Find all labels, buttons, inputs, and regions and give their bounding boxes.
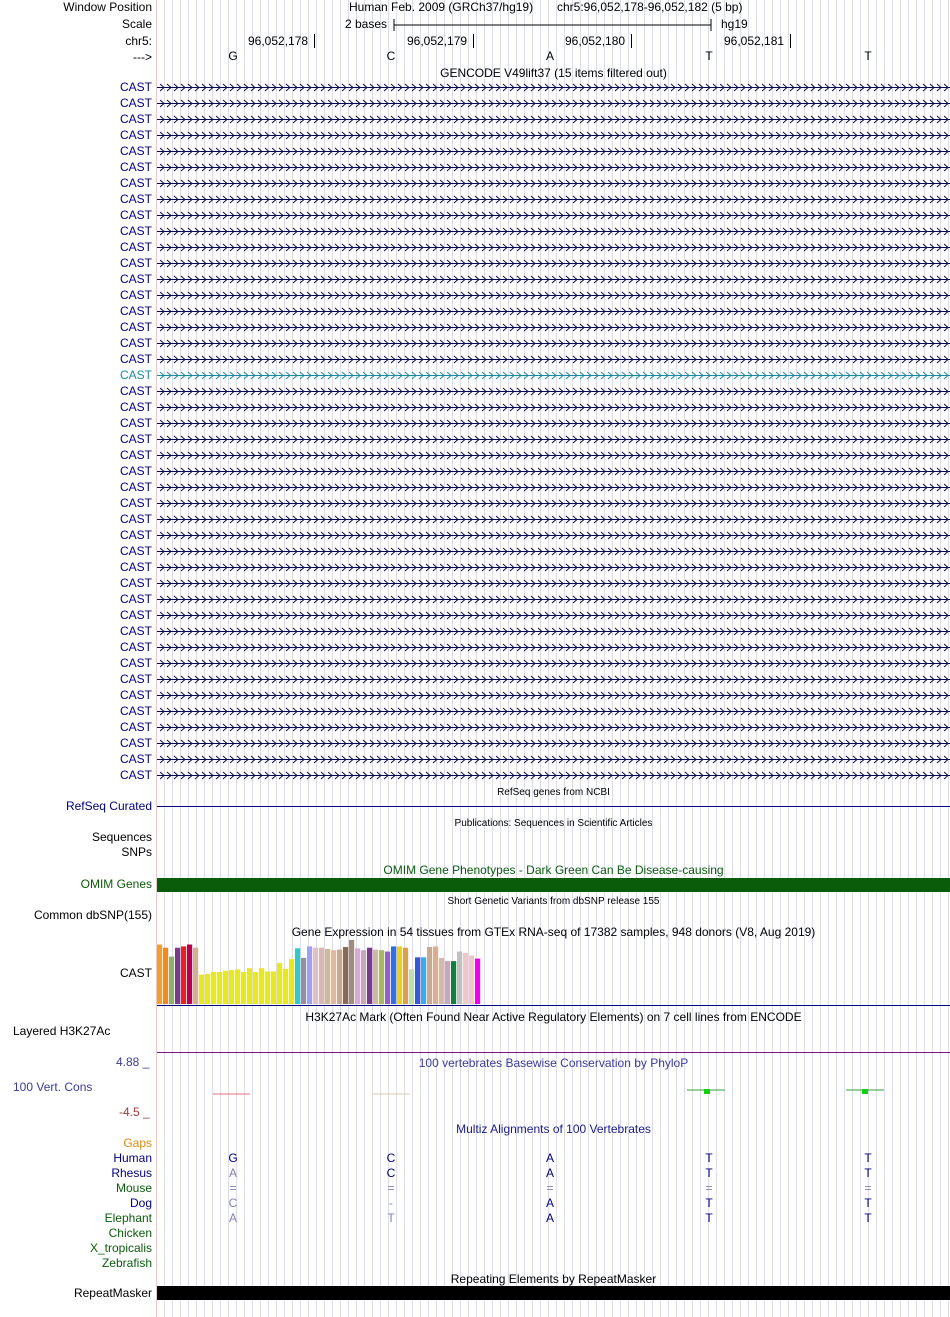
- gtex-tissue-bar[interactable]: [295, 948, 300, 1004]
- gencode-item-label[interactable]: CAST: [119, 672, 152, 686]
- coord-label: 96,052,180: [565, 34, 626, 48]
- gencode-item-label[interactable]: CAST: [119, 224, 152, 238]
- gtex-tissue-bar[interactable]: [463, 953, 468, 1004]
- gtex-tissue-bar[interactable]: [409, 969, 414, 1004]
- pubs-label-sequences[interactable]: Sequences: [91, 830, 152, 844]
- multiz-gaps-label[interactable]: Gaps: [123, 1136, 152, 1150]
- gencode-transcript[interactable]: [157, 736, 950, 751]
- gtex-tissue-bar[interactable]: [343, 947, 348, 1004]
- multiz-base: A: [545, 1166, 554, 1180]
- coord-tick: [314, 34, 315, 48]
- gtex-tissue-bar[interactable]: [415, 957, 420, 1004]
- gencode-item-label[interactable]: CAST: [119, 704, 152, 718]
- pubs-track-title[interactable]: Publications: Sequences in Scientific Articles: [454, 818, 653, 829]
- gencode-item-label[interactable]: CAST: [119, 768, 152, 782]
- cons-track-label[interactable]: 100 Vert. Cons: [13, 1080, 93, 1094]
- gencode-item-label[interactable]: CAST: [119, 624, 152, 638]
- position-readout: chr5:96,052,178-96,052,182 (5 bp): [557, 0, 743, 14]
- gencode-transcript[interactable]: [157, 240, 950, 255]
- gtex-tissue-bar[interactable]: [307, 946, 312, 1004]
- gencode-transcript[interactable]: [157, 512, 950, 527]
- gencode-item-label[interactable]: CAST: [119, 304, 152, 318]
- gtex-baseline: [157, 1005, 950, 1006]
- dbsnp-track-title[interactable]: Short Genetic Variants from dbSNP release 155: [447, 896, 660, 907]
- assembly-title: Human Feb. 2009 (GRCh37/hg19): [349, 0, 534, 14]
- gencode-transcript[interactable]: [157, 256, 950, 271]
- gtex-tissue-bar[interactable]: [283, 969, 288, 1004]
- gtex-tissue-bar[interactable]: [433, 946, 438, 1004]
- multiz-base: =: [229, 1181, 237, 1195]
- gencode-item-label[interactable]: CAST: [119, 288, 152, 302]
- gencode-item-label[interactable]: CAST: [119, 272, 152, 286]
- strand-label: --->: [133, 50, 152, 64]
- gtex-tissue-bar[interactable]: [169, 957, 174, 1004]
- gtex-tissue-bar[interactable]: [163, 948, 168, 1004]
- gtex-tissue-bar[interactable]: [229, 970, 234, 1004]
- gencode-item-label[interactable]: CAST: [119, 144, 152, 158]
- gencode-transcript[interactable]: [157, 128, 950, 143]
- gencode-item-label[interactable]: CAST: [119, 736, 152, 750]
- multiz-base: =: [546, 1181, 554, 1195]
- multiz-base: T: [864, 1196, 872, 1210]
- gtex-tissue-bar[interactable]: [319, 948, 324, 1004]
- gencode-transcript[interactable]: [157, 144, 950, 159]
- h3k27ac-track-label[interactable]: Layered H3K27Ac: [13, 1024, 111, 1038]
- multiz-base: =: [705, 1181, 713, 1195]
- cons-plot[interactable]: [157, 1084, 950, 1100]
- gencode-item-label[interactable]: CAST: [119, 448, 152, 462]
- multiz-base: A: [545, 1196, 554, 1210]
- multiz-species-label[interactable]: Rhesus: [111, 1166, 152, 1180]
- gencode-transcript[interactable]: [157, 432, 950, 447]
- gencode-transcript[interactable]: [157, 192, 950, 207]
- refseq-track-label[interactable]: RefSeq Curated: [65, 799, 152, 813]
- gencode-item-label[interactable]: CAST: [119, 688, 152, 702]
- gtex-tissue-bar[interactable]: [457, 952, 462, 1005]
- gencode-transcript[interactable]: [157, 272, 950, 287]
- gencode-transcript[interactable]: [157, 480, 950, 495]
- cons-ymin-label: -4.5 _: [119, 1105, 150, 1119]
- gtex-tissue-bar[interactable]: [451, 961, 456, 1004]
- gencode-transcript[interactable]: [157, 304, 950, 319]
- gencode-transcript[interactable]: [157, 208, 950, 223]
- gencode-item-label[interactable]: CAST: [119, 400, 152, 414]
- gtex-tissue-bar[interactable]: [247, 968, 252, 1004]
- gencode-transcript[interactable]: [157, 672, 950, 687]
- gencode-transcript[interactable]: [157, 320, 950, 335]
- multiz-base: C: [386, 1166, 396, 1180]
- scale-text: 2 bases: [345, 17, 388, 31]
- gtex-tissue-bar[interactable]: [205, 974, 210, 1004]
- gtex-tissue-bar[interactable]: [253, 972, 258, 1004]
- omim-track-label[interactable]: OMIM Genes: [80, 877, 152, 891]
- gencode-item-label[interactable]: CAST: [119, 576, 152, 590]
- gtex-tissue-bar[interactable]: [187, 945, 192, 1005]
- dbsnp-track-label[interactable]: Common dbSNP(155): [33, 908, 152, 922]
- reference-base: A: [545, 49, 554, 63]
- gtex-tissue-bar[interactable]: [331, 950, 336, 1004]
- gencode-transcript[interactable]: [157, 368, 950, 383]
- multiz-base: A: [545, 1211, 554, 1225]
- gtex-tissue-bar[interactable]: [259, 968, 264, 1004]
- gencode-item-label[interactable]: CAST: [119, 608, 152, 622]
- gencode-item-label[interactable]: CAST: [119, 80, 152, 94]
- multiz-base: T: [705, 1211, 713, 1225]
- multiz-base: T: [864, 1166, 872, 1180]
- gencode-item-label[interactable]: CAST: [119, 256, 152, 270]
- window-position-label: Window Position: [63, 0, 152, 14]
- multiz-base: T: [864, 1151, 872, 1165]
- multiz-species-label[interactable]: Elephant: [104, 1211, 152, 1225]
- gtex-tissue-bar[interactable]: [355, 948, 360, 1004]
- gtex-tissue-bar[interactable]: [469, 955, 474, 1004]
- gencode-transcript[interactable]: [157, 768, 950, 783]
- gtex-tissue-bar[interactable]: [373, 950, 378, 1004]
- gencode-transcript[interactable]: [157, 464, 950, 479]
- gencode-transcript[interactable]: [157, 448, 950, 463]
- db-label: hg19: [721, 17, 748, 31]
- gencode-item-label[interactable]: CAST: [119, 336, 152, 350]
- gtex-tissue-bar[interactable]: [217, 972, 222, 1004]
- gtex-tissue-bar[interactable]: [211, 972, 216, 1004]
- reference-base: T: [864, 49, 872, 63]
- gencode-transcript[interactable]: [157, 400, 950, 415]
- gtex-tissue-bar[interactable]: [277, 963, 282, 1004]
- gtex-tissue-bar[interactable]: [337, 950, 342, 1004]
- gencode-transcript[interactable]: [157, 496, 950, 511]
- gencode-transcript[interactable]: [157, 560, 950, 575]
- gtex-tissue-bar[interactable]: [181, 946, 186, 1004]
- coord-tick: [631, 34, 632, 48]
- gencode-item-label[interactable]: CAST: [119, 720, 152, 734]
- gtex-tissue-bar[interactable]: [289, 959, 294, 1004]
- multiz-base: C: [228, 1196, 238, 1210]
- gtex-bar-chart[interactable]: [155, 938, 555, 1004]
- gtex-tissue-bar[interactable]: [439, 958, 444, 1004]
- multiz-base: A: [228, 1211, 237, 1225]
- gencode-transcript[interactable]: [157, 80, 950, 95]
- gtex-tissue-bar[interactable]: [301, 958, 306, 1004]
- gencode-item-label[interactable]: CAST: [119, 112, 152, 126]
- gtex-tissue-bar[interactable]: [403, 948, 408, 1004]
- multiz-species-label[interactable]: Zebrafish: [101, 1256, 152, 1270]
- gencode-transcript[interactable]: [157, 608, 950, 623]
- refseq-gene-line[interactable]: [157, 806, 950, 807]
- gencode-transcript[interactable]: [157, 592, 950, 607]
- gtex-tissue-bar[interactable]: [271, 971, 276, 1004]
- cons-track-title[interactable]: 100 vertebrates Basewise Conservation by PhyloP: [418, 1056, 689, 1070]
- gencode-transcript[interactable]: [157, 656, 950, 671]
- gencode-item-label[interactable]: CAST: [119, 160, 152, 174]
- gencode-item-label[interactable]: CAST: [119, 128, 152, 142]
- coord-label: 96,052,181: [724, 34, 785, 48]
- gencode-item-label[interactable]: CAST: [119, 480, 152, 494]
- multiz-base: =: [387, 1181, 395, 1195]
- gencode-item-label[interactable]: CAST: [119, 656, 152, 670]
- gencode-transcript[interactable]: [157, 112, 950, 127]
- rmsk-track-label[interactable]: RepeatMasker: [73, 1286, 152, 1300]
- gencode-track-title[interactable]: GENCODE V49lift37 (15 items filtered out): [440, 66, 667, 80]
- cons-ymax-label: 4.88 _: [116, 1055, 150, 1069]
- scale-bar: [393, 17, 713, 33]
- chrom-label: chr5:: [125, 34, 152, 48]
- gencode-transcript[interactable]: [157, 528, 950, 543]
- multiz-species-label[interactable]: X_tropicalis: [89, 1241, 152, 1255]
- gencode-transcript[interactable]: [157, 384, 950, 399]
- multiz-base: =: [864, 1181, 872, 1195]
- multiz-base: -: [389, 1196, 393, 1210]
- multiz-base: T: [705, 1196, 713, 1210]
- gencode-item-label[interactable]: CAST: [119, 176, 152, 190]
- gencode-transcript[interactable]: [157, 752, 950, 767]
- pubs-label-snps[interactable]: SNPs: [121, 845, 152, 859]
- gencode-transcript[interactable]: [157, 224, 950, 239]
- multiz-track-title[interactable]: Multiz Alignments of 100 Vertebrates: [456, 1122, 651, 1136]
- scale-label: Scale: [121, 17, 152, 31]
- gencode-transcript[interactable]: [157, 160, 950, 175]
- rmsk-track-title[interactable]: Repeating Elements by RepeatMasker: [450, 1272, 657, 1286]
- gtex-tissue-bar[interactable]: [385, 952, 390, 1005]
- gencode-transcript[interactable]: [157, 576, 950, 591]
- gencode-item-label[interactable]: CAST: [119, 464, 152, 478]
- gencode-transcript[interactable]: [157, 288, 950, 303]
- gencode-item-label[interactable]: CAST: [119, 592, 152, 606]
- gtex-tissue-bar[interactable]: [241, 972, 246, 1004]
- gencode-item-label[interactable]: CAST: [119, 752, 152, 766]
- multiz-base: G: [228, 1151, 238, 1165]
- omim-gene-bar[interactable]: [157, 878, 950, 892]
- gtex-tissue-bar[interactable]: [421, 957, 426, 1004]
- coord-label: 96,052,179: [407, 34, 468, 48]
- refseq-track-title[interactable]: RefSeq genes from NCBI: [497, 787, 610, 798]
- multiz-species-label[interactable]: Dog: [129, 1196, 152, 1210]
- gencode-item-label[interactable]: CAST: [119, 496, 152, 510]
- gtex-tissue-bar[interactable]: [235, 969, 240, 1004]
- gencode-transcript[interactable]: [157, 544, 950, 559]
- gencode-transcript[interactable]: [157, 624, 950, 639]
- gencode-transcript[interactable]: [157, 416, 950, 431]
- multiz-species-label[interactable]: Chicken: [108, 1226, 152, 1240]
- gencode-item-label[interactable]: CAST: [119, 512, 152, 526]
- coord-tick: [473, 34, 474, 48]
- gencode-transcript[interactable]: [157, 96, 950, 111]
- gencode-item-label[interactable]: CAST: [119, 384, 152, 398]
- gencode-item-label[interactable]: CAST: [119, 320, 152, 334]
- gtex-tissue-bar[interactable]: [199, 975, 204, 1004]
- gtex-tissue-bar[interactable]: [379, 950, 384, 1004]
- gtex-track-label[interactable]: CAST: [119, 966, 152, 980]
- multiz-base: A: [228, 1166, 237, 1180]
- gencode-item-label[interactable]: CAST: [119, 368, 152, 382]
- gtex-tissue-bar[interactable]: [349, 940, 354, 1004]
- multiz-base: C: [386, 1151, 396, 1165]
- multiz-base: T: [705, 1151, 713, 1165]
- gtex-tissue-bar[interactable]: [193, 948, 198, 1004]
- multiz-base: T: [864, 1211, 872, 1225]
- multiz-species-label[interactable]: Human: [113, 1151, 152, 1165]
- gencode-item-label[interactable]: CAST: [119, 352, 152, 366]
- gencode-item-label[interactable]: CAST: [119, 432, 152, 446]
- gencode-item-label[interactable]: CAST: [119, 528, 152, 542]
- gencode-transcript[interactable]: [157, 176, 950, 191]
- coord-label: 96,052,178: [248, 34, 309, 48]
- gencode-item-label[interactable]: CAST: [119, 544, 152, 558]
- gtex-tissue-bar[interactable]: [223, 971, 228, 1004]
- multiz-base: A: [545, 1151, 554, 1165]
- gencode-transcript[interactable]: [157, 352, 950, 367]
- gtex-tissue-bar[interactable]: [175, 948, 180, 1004]
- gtex-tissue-bar[interactable]: [367, 948, 372, 1004]
- gencode-item-label[interactable]: CAST: [119, 560, 152, 574]
- rmsk-repeat-bar[interactable]: [157, 1286, 950, 1300]
- gencode-transcript[interactable]: [157, 640, 950, 655]
- gtex-tissue-bar[interactable]: [427, 947, 432, 1004]
- gtex-track-title[interactable]: Gene Expression in 54 tissues from GTEx RNA-seq of 17382 samples, 948 donors (V8, Aug 2019): [291, 925, 816, 939]
- gtex-tissue-bar[interactable]: [157, 945, 162, 1005]
- multiz-base: T: [705, 1166, 713, 1180]
- gtex-tissue-bar[interactable]: [397, 946, 402, 1004]
- reference-base: T: [705, 49, 713, 63]
- gtex-tissue-bar[interactable]: [361, 950, 366, 1004]
- gencode-item-label[interactable]: CAST: [119, 96, 152, 110]
- gtex-tissue-bar[interactable]: [475, 959, 480, 1004]
- gencode-item-label[interactable]: CAST: [119, 240, 152, 254]
- gencode-transcript[interactable]: [157, 704, 950, 719]
- gencode-transcript[interactable]: [157, 336, 950, 351]
- coord-tick: [790, 34, 791, 48]
- omim-track-title[interactable]: OMIM Gene Phenotypes - Dark Green Can Be Disease-causing: [383, 863, 724, 877]
- gtex-tissue-bar[interactable]: [313, 948, 318, 1004]
- gtex-tissue-bar[interactable]: [445, 961, 450, 1004]
- h3k27ac-baseline: [157, 1052, 950, 1053]
- gencode-item-label[interactable]: CAST: [119, 208, 152, 222]
- multiz-base: T: [387, 1211, 395, 1225]
- reference-base: G: [228, 49, 238, 63]
- gtex-tissue-bar[interactable]: [265, 971, 270, 1004]
- gencode-item-label[interactable]: CAST: [119, 192, 152, 206]
- gtex-tissue-bar[interactable]: [391, 946, 396, 1004]
- gencode-item-label[interactable]: CAST: [119, 640, 152, 654]
- multiz-species-label[interactable]: Mouse: [115, 1181, 152, 1195]
- gtex-tissue-bar[interactable]: [325, 949, 330, 1004]
- gencode-item-label[interactable]: CAST: [119, 416, 152, 430]
- gencode-transcript[interactable]: [157, 720, 950, 735]
- reference-base: C: [386, 49, 396, 63]
- gencode-transcript[interactable]: [157, 688, 950, 703]
- h3k27ac-track-title[interactable]: H3K27Ac Mark (Often Found Near Active Regulatory Elements) on 7 cell lines from ENCODE: [305, 1010, 802, 1024]
